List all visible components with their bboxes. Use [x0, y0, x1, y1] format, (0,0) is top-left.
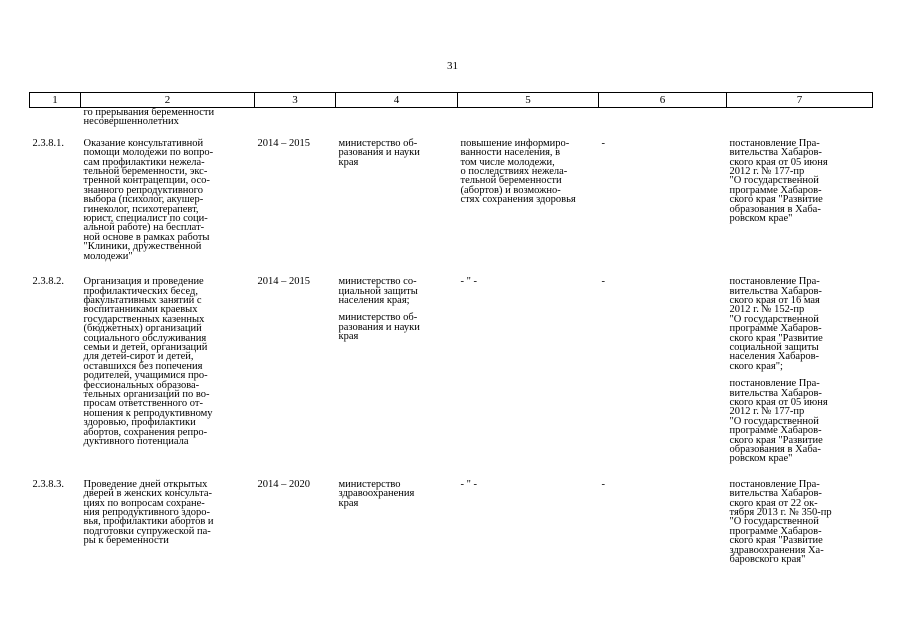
document-paragraph: постановление Пра- вительства Хабаров- ского края от 05 июня 2012 г. № 177-пр "О государственной программе Хабаров- ского края "Развитие образования в Хаба- ровском крае" — [729, 137, 828, 225]
row-documents — [727, 139, 873, 277]
continuation-row — [30, 108, 873, 139]
row-description: Оказание консультативной помощи молодежи по вопро- сам профилактики нежела- тельной беременности, экс- тренной контрацепции, осо- знанного репродуктивного выбора (психолог, акушер- гинеколог, психотерапевт, юрист, специалист по соци- альной работе) на бесплат- ной основе в рамках работы "Клиники, дружественной молодежи" — [83, 137, 214, 262]
column-header-4: 4 — [336, 93, 458, 108]
row-number: 2.3.8.3. — [32, 478, 64, 490]
row-description: Проведение дней открытых дверей в женских консульта- циях по вопросам сохране- ния репродуктивного здоро- вья, профилактики абортов и подготовки супружеской па- ры к беременности — [83, 478, 214, 547]
executor-paragraph: министерство со- циальной защиты населения края; — [338, 276, 418, 306]
executor-paragraph: министерство об- разования и науки края — [338, 137, 420, 168]
document-paragraph: постановление Пра- вительства Хабаров- ского края от 05 июня 2012 г. № 177-пр "О государственной программе Хабаров- ского края "Развитие образования в Хаба- ровском крае" — [729, 378, 828, 465]
column-header-6: 6 — [599, 93, 727, 108]
row-period: 2014 – 2015 — [257, 276, 310, 288]
column-header-1: 1 — [30, 93, 81, 108]
measures-table — [29, 92, 873, 580]
table-row — [30, 277, 873, 480]
row-col6: - — [601, 478, 605, 490]
document-paragraph: постановление Пра- вительства Хабаров- ского края от 22 ок- тября 2013 г. № 350-пр "О государственной программе Хабаров- ского края "Развитие здравоохранения Ха- баровского края" — [729, 478, 832, 566]
row-executors — [336, 139, 458, 277]
row-col6: - — [601, 276, 605, 288]
row-description: Организация и проведение профилактических бесед, факультативных занятий с воспитанниками краевых государственных казенных (бюджетных) организаций социального обслуживания семьи и детей, организаций для детей-сирот и детей, оставшихся без попечения родителей, учащимися про- фессиональных образова- тельных организаций по во- просам ответственного от- ношения к репродуктивному здоровью, профилактики абортов, сохранения репро- дуктивного потенциала — [83, 276, 213, 447]
document-paragraph: постановление Пра- вительства Хабаров- ского края от 16 мая 2012 г. № 152-пр "О государственной программе Хабаров- ского края "Развитие социальной защиты населения Хабаров- ского края"; — [729, 276, 823, 372]
column-header-3: 3 — [255, 93, 336, 108]
row-documents — [727, 480, 873, 581]
row-result: повышение информиро- ванности населения, в том числе молодежи, о последствиях нежела- тельной беременности (абортов) и возможно- стях сохранения здоровья — [460, 137, 576, 206]
table-row — [30, 480, 873, 581]
row-number: 2.3.8.1. — [32, 137, 64, 149]
executor-paragraph: министерство здравоохранения края — [338, 478, 415, 509]
table-row — [30, 139, 873, 277]
column-header-7: 7 — [727, 93, 873, 108]
executor-paragraph: министерство об- разования и науки края — [338, 312, 420, 343]
column-header-2: 2 — [81, 93, 255, 108]
row-col6: - — [601, 137, 605, 149]
row-documents — [727, 277, 873, 480]
row-number: 2.3.8.2. — [32, 276, 64, 288]
row-period: 2014 – 2020 — [257, 478, 310, 490]
row-executors — [336, 277, 458, 480]
page-number: 31 — [447, 60, 458, 72]
header-row — [30, 93, 873, 108]
row-period: 2014 – 2015 — [257, 137, 310, 149]
column-header-5: 5 — [458, 93, 599, 108]
continuation-text: го прерывания беременности несовершеннолетних — [83, 107, 215, 128]
row-executors — [336, 480, 458, 581]
row-result: - " - — [460, 276, 478, 288]
row-result: - " - — [460, 478, 478, 490]
